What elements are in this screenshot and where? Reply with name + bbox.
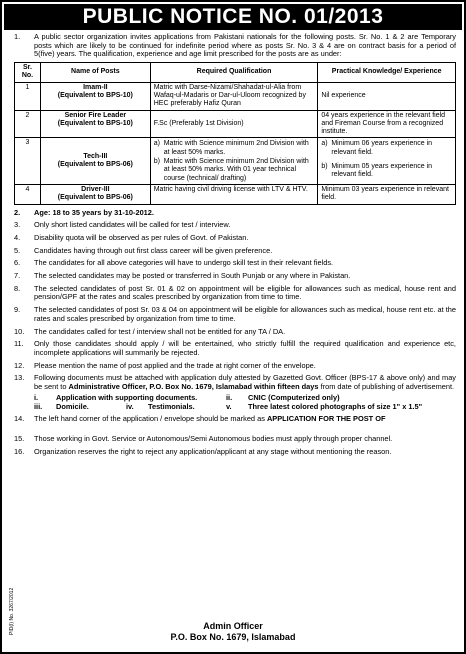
table-row: 1 Imam-II (Equivalent to BPS-10) Matric with Darse-Nizami/Shahadat-ul-Alia from Wafaq-ul-Madaris or Dar-ul-Uloom recognized by HEC preferably Hafiz Quran Nil experience — [15, 82, 456, 110]
list-item: 14. The left hand corner of the application / envelope should be marked as APPLICATION FOR THE POST OF — [14, 414, 386, 424]
list-item: 8. The selected candidates of post Sr. 01 & 02 on appointment will be eligible for allowances such as medical, house rent and pension/GPF at the rates and scales prescribed by organization from time to time. — [14, 283, 456, 302]
list-item: 15. Those working in Govt. Service or Autonomous/Semi Autonomous bodies must apply through proper channel. — [14, 433, 393, 443]
documents-list: i. Application with supporting documents. ii. CNIC (Computerized only) iii. Domicile. iv. Testimonials. v. Three latest colored photographs of size 1" x 1.5" — [34, 392, 423, 411]
list-item: 11. Only those candidates should apply / will be entertained, who strictly fulfill the required qualification and experience etc, incomplete applications will summarily be rejected. — [14, 339, 456, 357]
list-item: 7. The selected candidates may be posted or transferred in South Punjab or any where in Pakistan. — [14, 271, 351, 281]
table-row: 3 Tech-III (Equivalent to BPS-06) a) Matric with Science minimum 2nd Division with at least 50% marks. b) Matric with Science minimum 2nd Division with at least 50% marks. With 01 year technical course (technical/ drafting) a) Minimum 06 years experience in relevant field. b) Minimum 05 years experience in relevant field. — [15, 138, 456, 184]
list-item: 5. Candidates having through out first class career will be given preference. — [14, 245, 273, 255]
list-item: 3. Only short listed candidates will be called for test / interview. — [14, 220, 231, 230]
col-header-qualification: Required Qualification — [150, 63, 318, 83]
side-code: PID(I) No. 3267/2012 — [9, 587, 15, 635]
list-item: 12. Please mention the name of post applied and the trade at right corner of the envelope. — [14, 360, 316, 370]
list-item: 13. Following documents must be attached with application duly attested by Gazetted Govt. Officer (BPS-17 & above only) and may be sent to Administrative Officer, P.O. Box No. 1679, Islamabad within fifteen days from date of publishing of advertisement. — [14, 373, 456, 392]
table-row: 4 Driver-III (Equivalent to BPS-06) Matric having civil driving license with LTV & HTV. Minimum 03 years experience in relevant field. — [15, 184, 456, 204]
intro-paragraph: 1. A public sector organization invites applications from Pakistani nationals for the following posts. Sr. No. 1 & 2 are Temporary posts which are likely to be continued for indefinite period where as posts Sr. No. 3 & 4 are on contract basis for a period of 5(five) years. The qualification, experience and age limit prescribed for the posts are as under: — [14, 32, 456, 59]
notice-title: PUBLIC NOTICE NO. 01/2013 — [4, 4, 462, 30]
col-header-experience: Practical Knowledge/ Experience — [318, 63, 456, 83]
table-header-row — [15, 63, 456, 83]
table-row: 2 Senior Fire Leader (Equivalent to BPS-10) F.Sc (Preferably 1st Division) 04 years experience in the relevant field and Fireman Course from a recognized institute. — [15, 110, 456, 138]
col-header-post: Name of Posts — [40, 63, 150, 83]
notice-content — [14, 33, 456, 456]
footer-box: P.O. Box No. 1679, Islamabad — [170, 632, 296, 642]
list-item: 2. Age: 18 to 35 years by 31-10-2012. — [14, 207, 154, 217]
footer-officer: Admin Officer — [203, 621, 263, 631]
list-item: 10. The candidates called for test / interview shall not be entitled for any TA / DA. — [14, 326, 286, 336]
list-item: 16. Organization reserves the right to reject any application/applicant at any stage without mentioning the reason. — [14, 446, 392, 456]
col-header-sr: Sr. No. — [15, 63, 41, 83]
posts-table — [14, 62, 456, 204]
list-item: 9. The selected candidates of post Sr. 03 & 04 on appointment will be eligible for allowances such as medical, house rent etc. at the rates and scales prescribed by organization from time to time. — [14, 305, 456, 323]
list-item: 6. The candidates for all above categories will have to undergo skill test in their relevant fields. — [14, 258, 334, 268]
footer-address — [4, 621, 462, 643]
list-item: 4. Disability quota will be observed as per rules of Govt. of Pakistan. — [14, 232, 249, 242]
